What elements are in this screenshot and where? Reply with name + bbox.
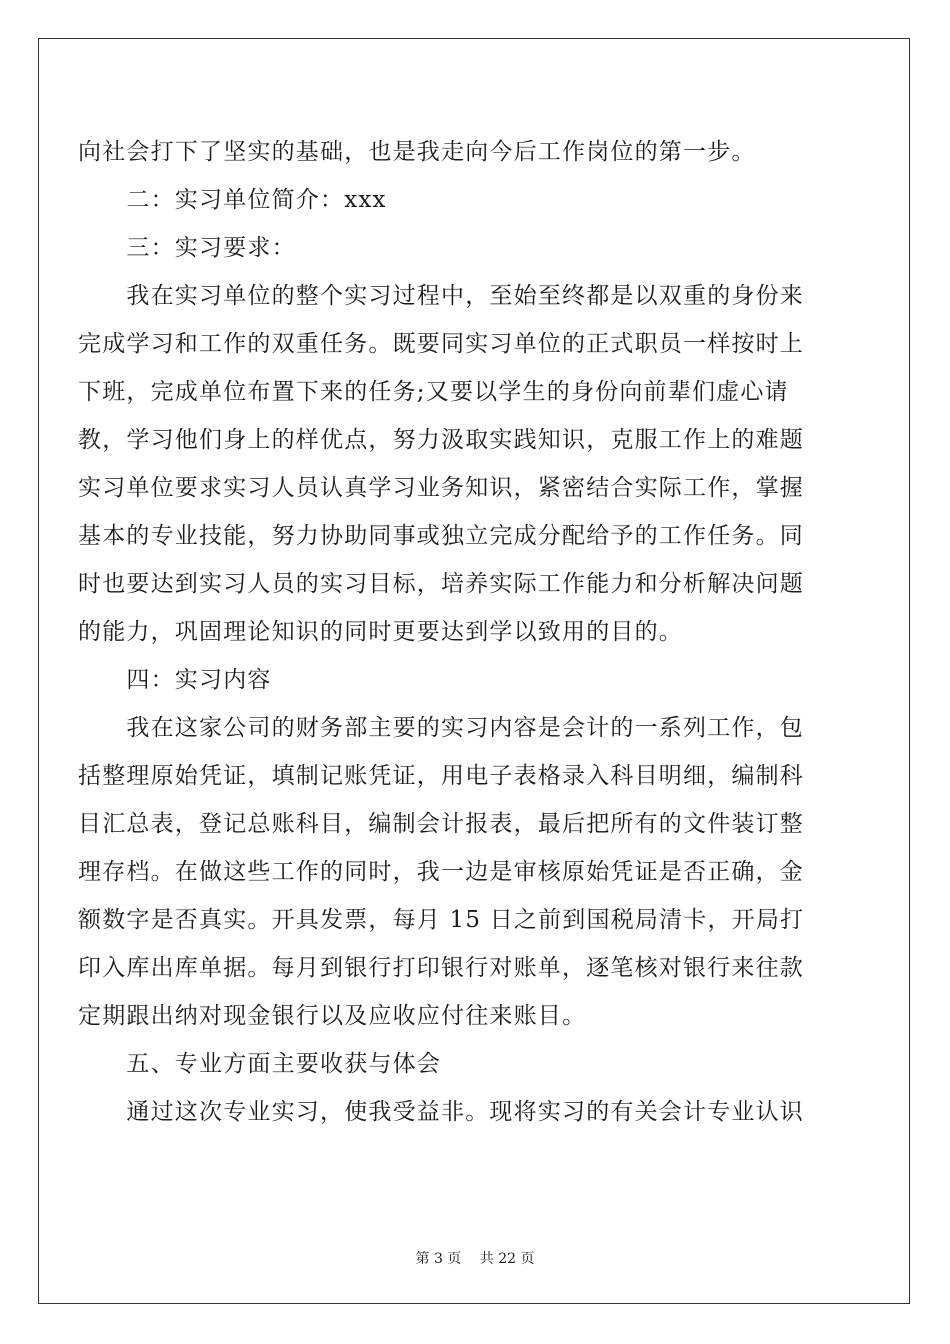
paragraph-line: 的能力，巩固理论知识的同时更要达到学以致用的目的。 xyxy=(78,619,683,645)
paragraph-line: 理存档。在做这些工作的同时，我一边是审核原始凭证是否正确，金 xyxy=(78,859,804,885)
paragraph-line: 四：实习内容 xyxy=(78,667,272,693)
paragraph-line: 基本的专业技能，努力协助同事或独立完成分配给予的工作任务。同 xyxy=(78,523,804,549)
paragraph-line: 额数字是否真实。开具发票，每月 15 日之前到国税局清卡，开局打 xyxy=(78,907,805,933)
paragraph-line: 二：实习单位简介：xxx xyxy=(78,187,387,213)
paragraph-line: 三：实习要求： xyxy=(78,235,296,261)
paragraph-line: 向社会打下了坚实的基础，也是我走向今后工作岗位的第一步。 xyxy=(78,139,756,165)
paragraph-line: 完成学习和工作的双重任务。既要同实习单位的正式职员一样按时上 xyxy=(78,331,804,357)
paragraph-line: 实习单位要求实习人员认真学习业务知识，紧密结合实际工作，掌握 xyxy=(78,475,804,501)
paragraph-line: 下班，完成单位布置下来的任务;又要以学生的身份向前辈们虚心请 xyxy=(78,379,789,405)
paragraph-line: 教，学习他们身上的样优点，努力汲取实践知识，克服工作上的难题 xyxy=(78,427,804,453)
paragraph-line: 印入库出库单据。每月到银行打印银行对账单，逐笔核对银行来往款 xyxy=(78,955,804,981)
paragraph-line: 通过这次专业实习，使我受益非。现将实习的有关会计专业认识 xyxy=(78,1099,804,1125)
paragraph-line: 目汇总表，登记总账科目，编制会计报表，最后把所有的文件装订整 xyxy=(78,811,804,837)
paragraph-line: 括整理原始凭证，填制记账凭证，用电子表格录入科目明细，编制科 xyxy=(78,763,804,789)
paragraph-line: 我在这家公司的财务部主要的实习内容是会计的一系列工作，包 xyxy=(78,715,804,741)
page-number-footer: 第 3 页 共 22 页 xyxy=(415,1251,535,1267)
paragraph-line: 五、专业方面主要收获与体会 xyxy=(78,1051,441,1077)
paragraph-line: 我在实习单位的整个实习过程中，至始至终都是以双重的身份来 xyxy=(78,283,804,309)
paragraph-line: 定期跟出纳对现金银行以及应收应付往来账目。 xyxy=(78,1003,587,1029)
paragraph-line: 时也要达到实习人员的实习目标，培养实际工作能力和分析解决问题 xyxy=(78,571,804,597)
document-body xyxy=(78,128,838,1136)
